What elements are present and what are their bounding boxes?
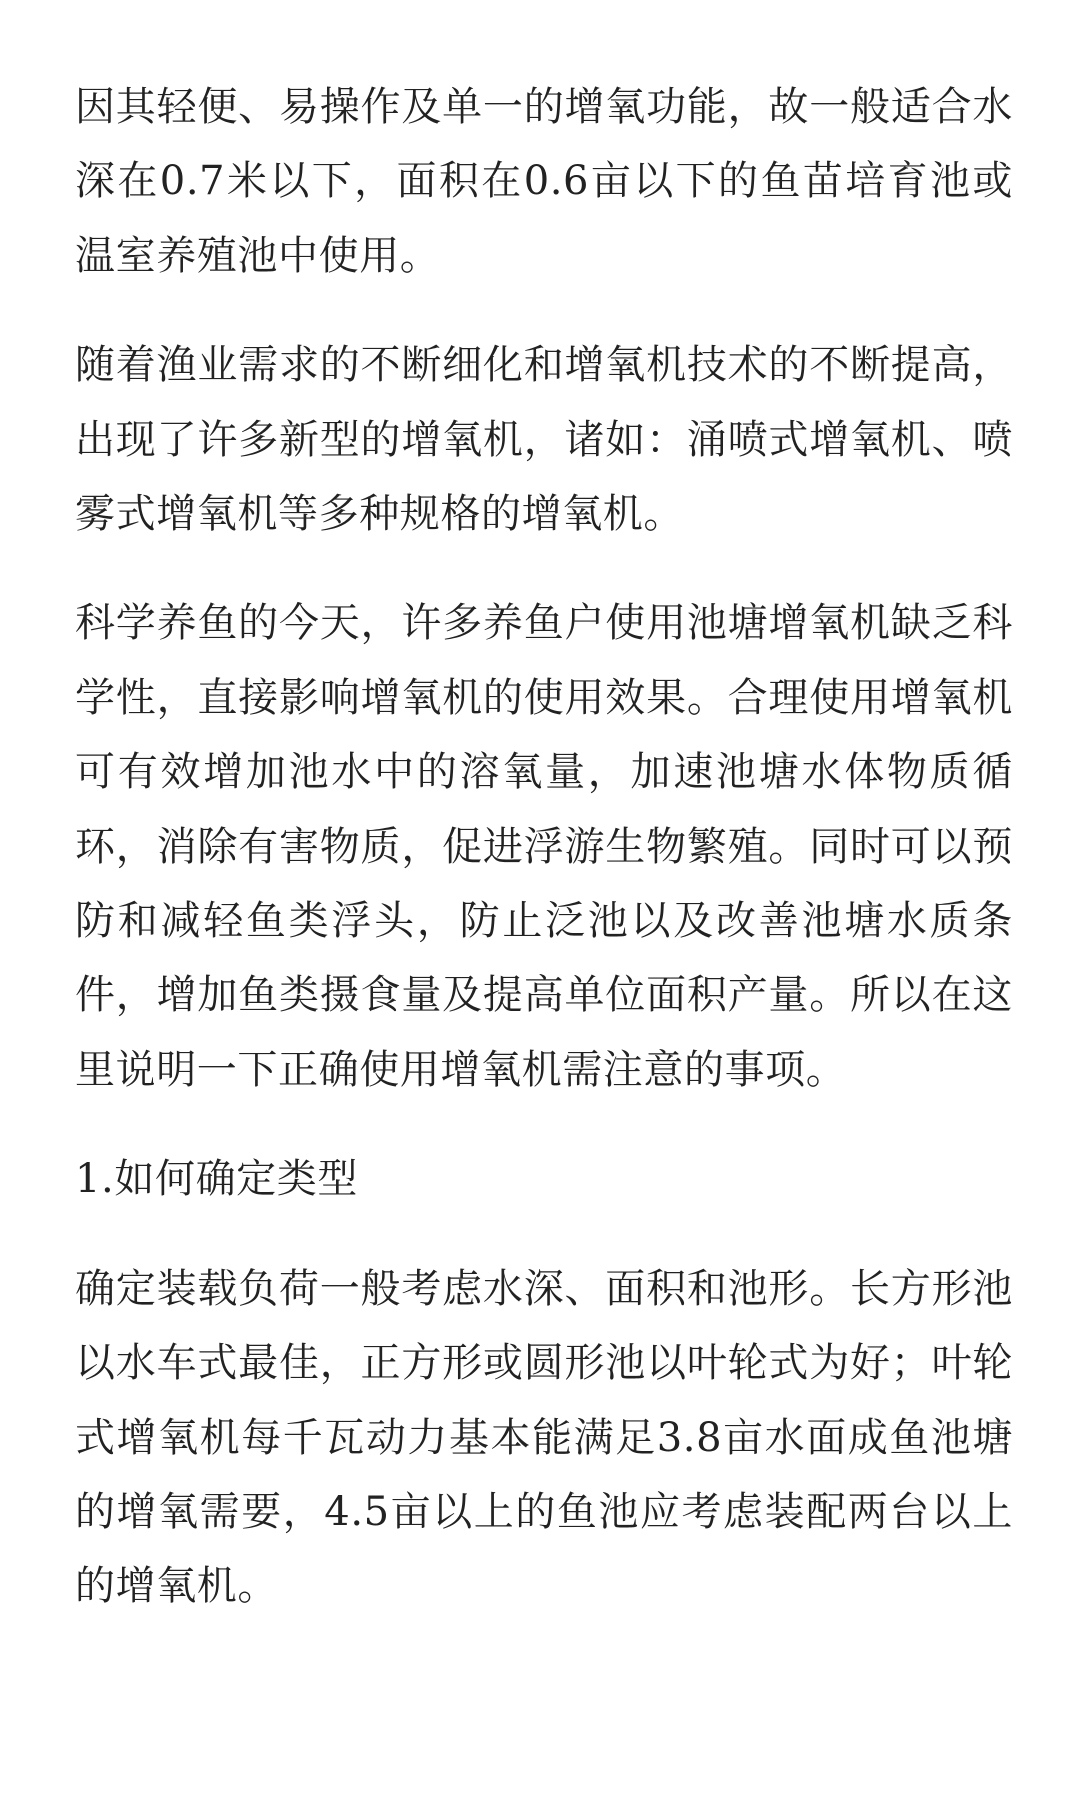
paragraph-scientific-use: 科学养鱼的今天，许多养鱼户使用池塘增氧机缺乏科学性，直接影响增氧机的使用效果。合理使用增氧机可有效增加池水中的溶氧量，加速池塘水体物质循环，消除有害物质，促进浮游生物繁殖。同时可以预防和减轻鱼类浮头，防止泛池以及改善池塘水质条件，增加鱼类摄食量及提高单位面积产量。所以在这里说明一下正确使用增氧机需注意的事项。 xyxy=(75,600,1013,1093)
article-body xyxy=(75,70,1013,1659)
section-heading-determine-type: 1.如何确定类型 xyxy=(75,1156,358,1203)
paragraph-load-configuration: 确定装载负荷一般考虑水深、面积和池形。长方形池以水车式最佳，正方形或圆形池以叶轮式为好；叶轮式增氧机每千瓦动力基本能满足3.8亩水面成鱼池塘的增氧需要，4.5亩以上的鱼池应考虑装配两台以上的增氧机。 xyxy=(75,1265,1013,1610)
paragraph-new-aerator-types: 随着渔业需求的不断细化和增氧机技术的不断提高，出现了许多新型的增氧机，诸如：涌喷式增氧机、喷雾式增氧机等多种规格的增氧机。 xyxy=(75,342,1013,538)
paragraph-small-pond-usage: 因其轻便、易操作及单一的增氧功能，故一般适合水深在0.7米以下，面积在0.6亩以下的鱼苗培育池或温室养殖池中使用。 xyxy=(75,84,1013,279)
